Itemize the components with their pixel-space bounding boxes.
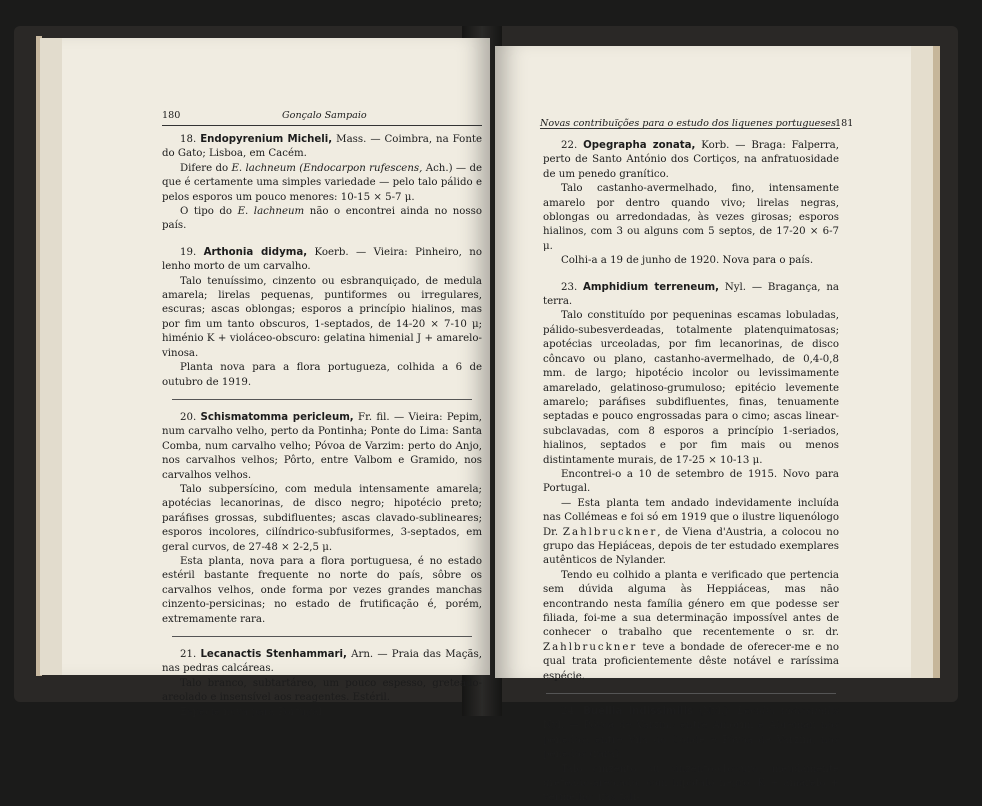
species-name: Lecanactis Stenhammari,	[200, 649, 347, 660]
paragraph	[543, 497, 839, 569]
paragraph	[543, 569, 839, 684]
paragraph: Colhi-a a 19 de junho de 1920. Nova para o país.	[561, 255, 814, 267]
entry-18	[162, 133, 482, 162]
text: (Nyl.):	[693, 706, 738, 718]
author-name: Zahlbruckner	[543, 641, 638, 653]
entry-text: Mass. — Coimbra, na Fonte do Gato; Lisboa, em Cacém.	[162, 134, 483, 160]
entry-24	[543, 705, 839, 763]
entry-21	[162, 648, 482, 677]
italic-name: Lecidia indissimilis	[737, 706, 839, 718]
right-page	[495, 46, 933, 804]
left-page	[40, 38, 490, 718]
left-text-block	[162, 133, 482, 720]
running-title: Gonçalo Sampaio	[282, 110, 367, 121]
paragraph: Esta planta, nova para a flora portuguesa, é no estado estéril bastante frequente no norte do país, sôbre os carvalhos velhos, onde forma por vezes grandes manchas cinzento-persicinas; no estado de frutificação é, porém, extremamente rara.	[162, 555, 482, 625]
entry-text: Fr. fil. — Vieira: Pepim, num carvalho velho, perto da Pontinha; Ponte do Lima: Santa Comba, num carvalho velho; Póvoa de Varzim: perto do Anjo, nos carvalhos velhos; Pôrto, entre Valbom e Gramido, nos carvalhos velhos.	[162, 411, 482, 481]
paragraph: Talo tenuíssimo, cinzento ou esbranquiçado, de medula amarela; lirelas pequenas, puntiformes ou irregulares, escuras; ascas oblongas; esporos a princípio hialinos, mas por fim um tanto obscuros, 1-septados, de 14-20 × 7-10 μ; himénio K + violáceo-obscuro: gelatina himenial J + amarelo-vinosa.	[162, 275, 482, 359]
paragraph: Talo castanho-avermelhado, fino, intensamente amarelo por dentro quando vivo; lirelas negras, oblongas ou arredondadas, às vezes girosas; esporos hialinos, com 3 ou alguns com 5 septos, de 17-20 × 6-7 μ.	[543, 183, 839, 252]
species-name: Opegrapha zonata,	[583, 140, 696, 151]
entry-number: 21.	[180, 649, 197, 660]
paragraph: Talo subpersícino, com medula intensamente amarela; apotécias lecanorinas, de disco negro; hipotécio preto; paráfises grossas, subdifluentes; ascas clavado-sublineares; esporos incolores, cilíndrico-subfusiformes, 3-septados, em geral curvos, de 27-48 × 2-2,5 μ.	[162, 483, 482, 553]
species-name: Endopyrenium Micheli,	[200, 134, 333, 145]
entry-number: 19.	[180, 246, 197, 258]
section-rule	[546, 693, 836, 694]
entry-19	[162, 246, 482, 275]
paragraph: Espécie nova para Portugal.	[180, 706, 326, 718]
text: Tendo eu colhido a planta e verificado que pertencia sem dúvida alguma às Heppiáceas, mas não encontrando nesta família género em que podesse ser filiada, foi-me a sua determinação impossível antes de conhecer o trabalho que recentemente o sr. dr.	[543, 569, 839, 639]
entry-number: 24.	[561, 706, 578, 718]
italic-name: E. lachneum	[237, 206, 305, 218]
running-title: Novas contribuïções para o estudo dos liquenes portugueses	[540, 118, 836, 129]
species-name: Arthonia didyma,	[203, 246, 308, 258]
species-name: Schismatomma pericleum,	[200, 411, 354, 423]
italic-name: E. lachneum (Endocarpon rufescens,	[231, 162, 423, 174]
paragraph: Talo constituído por pequeninas escamas lobuladas, pálido-subesverdeadas, totalmente platenquimatosas; apotécias urceoladas, por fim lecanorinas, de disco côncavo ou plano, castanho-avermelhado, de 0,4-0,8 mm. de largo; hipotécio incolor ou levissimamente amarelado, gelatinoso-grumuloso; epitécio levemente amarelo; paráfises subdifluentes, finas, tenuamente septadas e pouco engrossadas para o cimo; ascas linear-subclavadas, com 8 esporos a princípio 1-seriados, hialinos, septados e por fim mais ou menos distintamente murais, de 17-25 × 10-13 μ.	[543, 310, 839, 466]
page-number: 181	[835, 118, 854, 129]
entry-number: 20.	[180, 411, 197, 423]
entry-23	[543, 281, 839, 310]
paragraph: Talo cinzento ou cinzento-obscuro, meudamente greteado-areolado, com hipotalo negro, K + amarelo + vermelho; ifas tali-	[543, 763, 839, 804]
author-name: Zahlbruckner	[562, 526, 658, 538]
paragraph: Talo branco, subtartáreo, um pouco espesso, greteado-areolado e insensível aos reagentes. Estéril.	[162, 677, 482, 704]
text: não o encontrei ainda no nosso país.	[162, 206, 483, 232]
species-name: Amphidium terreneum,	[583, 281, 720, 293]
entry-20	[162, 411, 482, 483]
entry-text: Arn. — Praia das Maçãs, nas pedras calcáreas.	[162, 649, 482, 675]
header-rule	[540, 128, 840, 129]
paragraph	[162, 205, 482, 234]
section-rule	[172, 399, 472, 400]
text: teve a bondade de oferecer-me e no qual trata proficientemente dêste notável e raríssima espécie.	[543, 641, 839, 682]
paragraph	[162, 162, 482, 205]
entry-text: Nyl. — Póvoa de Varzim: entre Amorim e Abremár, nos penedos; entre Vila do Conde e Póvoa de Varzim, nos penedos (rara).	[543, 720, 839, 761]
entry-number: 22.	[561, 140, 578, 151]
right-text-block	[543, 139, 839, 806]
entry-text: Koerb. — Vieira: Pinheiro, no lenho morto de um carvalho.	[162, 246, 482, 273]
page-number: 180	[162, 110, 181, 121]
entry-number: 18.	[180, 134, 197, 145]
species-name: Buellia indissimilis	[583, 706, 693, 718]
paragraph: Planta nova para a flora portugueza, colhida a 6 de outubro de 1919.	[162, 362, 482, 388]
entry-text: Korb. — Braga: Falperra, perto de Santo António dos Cortiços, na anfratuosidade de um penedo granítico.	[543, 140, 839, 180]
text: Difere do	[180, 162, 232, 174]
text: O tipo do	[180, 206, 238, 218]
text: Ach.) — de que é certamente uma simples variedade — pelo talo pálido e pelos esporos um pouco menores: 10-15 × 5-7 μ.	[162, 162, 482, 203]
header-rule	[162, 125, 482, 126]
paragraph: Encontrei-o a 10 de setembro de 1915. Novo para Portugal.	[543, 468, 839, 495]
entry-number: 23.	[561, 281, 578, 293]
text: — Esta planta tem andado indevidamente incluída nas Collémeas e foi só em 1919 que o ilustre liquenólogo Dr.	[543, 497, 839, 538]
entry-text: Nyl. — Bragança, na terra.	[543, 281, 839, 308]
section-rule	[172, 636, 472, 637]
entry-22	[543, 139, 839, 182]
text: , de Viena d'Austria, a colocou no grupo das Hepiáceas, depois de ter estudado exemplares autênticos de Nylander.	[543, 526, 839, 567]
